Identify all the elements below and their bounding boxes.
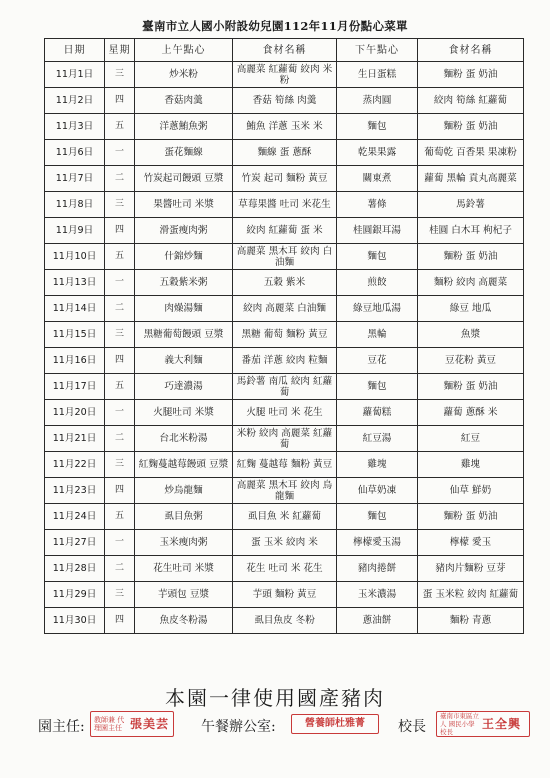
morning-snack-cell: 巧達濃湯 [135,374,233,400]
morning-snack-cell: 玉米瘦肉粥 [135,530,233,556]
principal-stamp-title: 臺南市東區立人 國民小學校長 [440,712,479,736]
weekday-cell: 一 [105,530,135,556]
date-cell: 11月21日 [45,426,105,452]
date-cell: 11月6日 [45,140,105,166]
date-cell: 11月28日 [45,556,105,582]
table-row [45,88,524,114]
menu-body [45,62,524,634]
afternoon-ingredients-cell: 麵粉 蛋 奶油 [418,244,524,270]
morning-ingredients-cell: 馬鈴薯 南瓜 絞肉 紅蘿蔔 [233,374,337,400]
table-row [45,348,524,374]
date-cell: 11月24日 [45,504,105,530]
date-cell: 11月16日 [45,348,105,374]
morning-snack-cell: 炒烏龍麵 [135,478,233,504]
morning-ingredients-cell: 虱目魚 米 紅蘿蔔 [233,504,337,530]
weekday-cell: 二 [105,556,135,582]
afternoon-ingredients-cell: 雞塊 [418,452,524,478]
afternoon-snack-cell: 桂圓銀耳湯 [337,218,418,244]
weekday-cell: 一 [105,400,135,426]
morning-snack-cell: 台北米粉湯 [135,426,233,452]
weekday-cell: 二 [105,426,135,452]
afternoon-snack-cell: 豆花 [337,348,418,374]
morning-ingredients-cell: 火腿 吐司 米 花生 [233,400,337,426]
dietitian-stamp [291,714,379,734]
morning-snack-cell: 黑糖葡萄饅頭 豆漿 [135,322,233,348]
morning-ingredients-cell: 高麗菜 黑木耳 絞肉 烏龍麵 [233,478,337,504]
director-label: 園主任: [38,719,85,735]
weekday-cell: 五 [105,504,135,530]
afternoon-snack-cell: 綠豆地瓜湯 [337,296,418,322]
morning-ingredients-cell: 花生 吐司 米 花生 [233,556,337,582]
table-row [45,114,524,140]
afternoon-snack-cell: 麵包 [337,374,418,400]
afternoon-ingredients-cell: 仙草 鮮奶 [418,478,524,504]
date-cell: 11月2日 [45,88,105,114]
menu-title: 臺南市立人國小附設幼兒園112年11月份點心菜單 [142,19,408,33]
pork-origin-notice: 本園一律使用國產豬肉 [165,686,385,710]
principal-stamp-name: 王全興 [482,717,522,731]
afternoon-snack-cell: 乾果果露 [337,140,418,166]
morning-ingredients-cell: 香菇 筍絲 肉羹 [233,88,337,114]
header-afternoon-ingredients: 食材名稱 [418,39,524,62]
weekday-cell: 三 [105,582,135,608]
table-row [45,608,524,634]
table-row [45,374,524,400]
snack-menu-table [44,38,524,634]
table-row [45,400,524,426]
weekday-cell: 二 [105,296,135,322]
date-cell: 11月20日 [45,400,105,426]
header-morning-snack: 上午點心 [135,39,233,62]
morning-snack-cell: 香菇肉羹 [135,88,233,114]
morning-ingredients-cell: 芋頭 麵粉 黃豆 [233,582,337,608]
date-cell: 11月29日 [45,582,105,608]
morning-snack-cell: 花生吐司 米漿 [135,556,233,582]
date-cell: 11月8日 [45,192,105,218]
header-afternoon-snack: 下午點心 [337,39,418,62]
morning-snack-cell: 炒米粉 [135,62,233,88]
weekday-cell: 五 [105,374,135,400]
director-stamp-name: 張美芸 [130,717,170,731]
morning-snack-cell: 蛋花麵線 [135,140,233,166]
afternoon-snack-cell: 紅豆湯 [337,426,418,452]
afternoon-ingredients-cell: 絞肉 筍絲 紅蘿蔔 [418,88,524,114]
afternoon-snack-cell: 豬肉捲餅 [337,556,418,582]
morning-ingredients-cell: 黑糖 葡萄 麵粉 黃豆 [233,322,337,348]
weekday-cell: 四 [105,88,135,114]
table-row [45,296,524,322]
morning-snack-cell: 魚皮冬粉湯 [135,608,233,634]
afternoon-snack-cell: 雞塊 [337,452,418,478]
table-row [45,582,524,608]
afternoon-snack-cell: 仙草奶凍 [337,478,418,504]
table-header-row [45,39,524,62]
afternoon-snack-cell: 麵包 [337,504,418,530]
afternoon-snack-cell: 玉米濃湯 [337,582,418,608]
morning-ingredients-cell: 米粉 絞肉 高麗菜 紅蘿蔔 [233,426,337,452]
morning-ingredients-cell: 番茄 洋蔥 絞肉 粒麵 [233,348,337,374]
morning-ingredients-cell: 紅麴 蔓越莓 麵粉 黃豆 [233,452,337,478]
afternoon-snack-cell: 檸檬愛玉湯 [337,530,418,556]
table-row [45,530,524,556]
morning-ingredients-cell: 鮪魚 洋蔥 玉米 米 [233,114,337,140]
header-date: 日期 [45,39,105,62]
date-cell: 11月7日 [45,166,105,192]
afternoon-ingredients-cell: 蘿蔔 黑輪 貢丸高麗菜 [418,166,524,192]
afternoon-snack-cell: 關東煮 [337,166,418,192]
weekday-cell: 四 [105,348,135,374]
morning-ingredients-cell: 絞肉 紅蘿蔔 蛋 米 [233,218,337,244]
table-row [45,140,524,166]
afternoon-snack-cell: 蔥油餅 [337,608,418,634]
afternoon-ingredients-cell: 豬肉片麵粉 豆芽 [418,556,524,582]
morning-snack-cell: 竹炭起司饅頭 豆漿 [135,166,233,192]
weekday-cell: 三 [105,452,135,478]
morning-snack-cell: 虱目魚粥 [135,504,233,530]
table-row [45,478,524,504]
director-stamp [90,711,174,737]
date-cell: 11月1日 [45,62,105,88]
table-row [45,62,524,88]
morning-snack-cell: 洋蔥鮪魚粥 [135,114,233,140]
weekday-cell: 三 [105,322,135,348]
morning-ingredients-cell: 草莓果醬 吐司 米花生 [233,192,337,218]
header-morning-ingredients: 食材名稱 [233,39,337,62]
morning-ingredients-cell: 高麗菜 紅蘿蔔 絞肉 米粉 [233,62,337,88]
morning-ingredients-cell: 五穀 紫米 [233,270,337,296]
morning-snack-cell: 滑蛋瘦肉粥 [135,218,233,244]
morning-ingredients-cell: 絞肉 高麗菜 白油麵 [233,296,337,322]
afternoon-ingredients-cell: 麵粉 蛋 奶油 [418,504,524,530]
date-cell: 11月9日 [45,218,105,244]
morning-snack-cell: 芋頭包 豆漿 [135,582,233,608]
morning-snack-cell: 肉燥湯麵 [135,296,233,322]
afternoon-snack-cell: 麵包 [337,114,418,140]
afternoon-ingredients-cell: 紅豆 [418,426,524,452]
weekday-cell: 三 [105,192,135,218]
table-row [45,270,524,296]
morning-snack-cell: 火腿吐司 米漿 [135,400,233,426]
table-row [45,192,524,218]
table-row [45,244,524,270]
morning-snack-cell: 五穀紫米粥 [135,270,233,296]
principal-label: 校長 [398,719,426,735]
weekday-cell: 五 [105,114,135,140]
table-row [45,556,524,582]
weekday-cell: 四 [105,608,135,634]
morning-ingredients-cell: 竹炭 起司 麵粉 黃豆 [233,166,337,192]
lunch-office-label: 午餐辦公室: [201,719,276,735]
date-cell: 11月3日 [45,114,105,140]
afternoon-snack-cell: 麵包 [337,244,418,270]
morning-ingredients-cell: 高麗菜 黑木耳 絞肉 白油麵 [233,244,337,270]
weekday-cell: 四 [105,218,135,244]
weekday-cell: 一 [105,140,135,166]
afternoon-ingredients-cell: 麵粉 絞肉 高麗菜 [418,270,524,296]
table-row [45,218,524,244]
afternoon-snack-cell: 黑輪 [337,322,418,348]
date-cell: 11月23日 [45,478,105,504]
table-row [45,322,524,348]
morning-snack-cell: 紅麴蔓越莓饅頭 豆漿 [135,452,233,478]
dietitian-stamp-name: 營養師杜雅菁 [305,718,365,729]
afternoon-ingredients-cell: 蛋 玉米粒 絞肉 紅蘿蔔 [418,582,524,608]
date-cell: 11月15日 [45,322,105,348]
morning-ingredients-cell: 蛋 玉米 絞肉 米 [233,530,337,556]
afternoon-ingredients-cell: 檸檬 愛玉 [418,530,524,556]
date-cell: 11月14日 [45,296,105,322]
weekday-cell: 一 [105,270,135,296]
morning-snack-cell: 果醬吐司 米漿 [135,192,233,218]
afternoon-ingredients-cell: 麵粉 青蔥 [418,608,524,634]
date-cell: 11月13日 [45,270,105,296]
date-cell: 11月22日 [45,452,105,478]
header-weekday: 星期 [105,39,135,62]
weekday-cell: 二 [105,166,135,192]
director-stamp-title: 教師兼 代理園主任 [94,716,125,732]
weekday-cell: 五 [105,244,135,270]
morning-ingredients-cell: 麵線 蛋 蔥酥 [233,140,337,166]
afternoon-snack-cell: 蒸肉圓 [337,88,418,114]
morning-ingredients-cell: 虱目魚皮 冬粉 [233,608,337,634]
table-row [45,426,524,452]
date-cell: 11月27日 [45,530,105,556]
afternoon-ingredients-cell: 麵粉 蛋 奶油 [418,114,524,140]
afternoon-ingredients-cell: 麵粉 蛋 奶油 [418,374,524,400]
table-row [45,166,524,192]
afternoon-snack-cell: 蘿蔔糕 [337,400,418,426]
afternoon-snack-cell: 生日蛋糕 [337,62,418,88]
table-row [45,452,524,478]
afternoon-snack-cell: 煎餃 [337,270,418,296]
date-cell: 11月30日 [45,608,105,634]
morning-snack-cell: 義大利麵 [135,348,233,374]
afternoon-ingredients-cell: 麵粉 蛋 奶油 [418,62,524,88]
afternoon-ingredients-cell: 葡萄乾 百香果 果凍粉 [418,140,524,166]
date-cell: 11月17日 [45,374,105,400]
table-row [45,504,524,530]
weekday-cell: 三 [105,62,135,88]
afternoon-ingredients-cell: 蘿蔔 蔥酥 米 [418,400,524,426]
afternoon-ingredients-cell: 綠豆 地瓜 [418,296,524,322]
afternoon-ingredients-cell: 魚漿 [418,322,524,348]
afternoon-ingredients-cell: 馬鈴薯 [418,192,524,218]
weekday-cell: 四 [105,478,135,504]
date-cell: 11月10日 [45,244,105,270]
morning-snack-cell: 什錦炒麵 [135,244,233,270]
afternoon-snack-cell: 薯條 [337,192,418,218]
afternoon-ingredients-cell: 豆花粉 黃豆 [418,348,524,374]
principal-stamp [436,711,530,737]
afternoon-ingredients-cell: 桂圓 白木耳 枸杞子 [418,218,524,244]
